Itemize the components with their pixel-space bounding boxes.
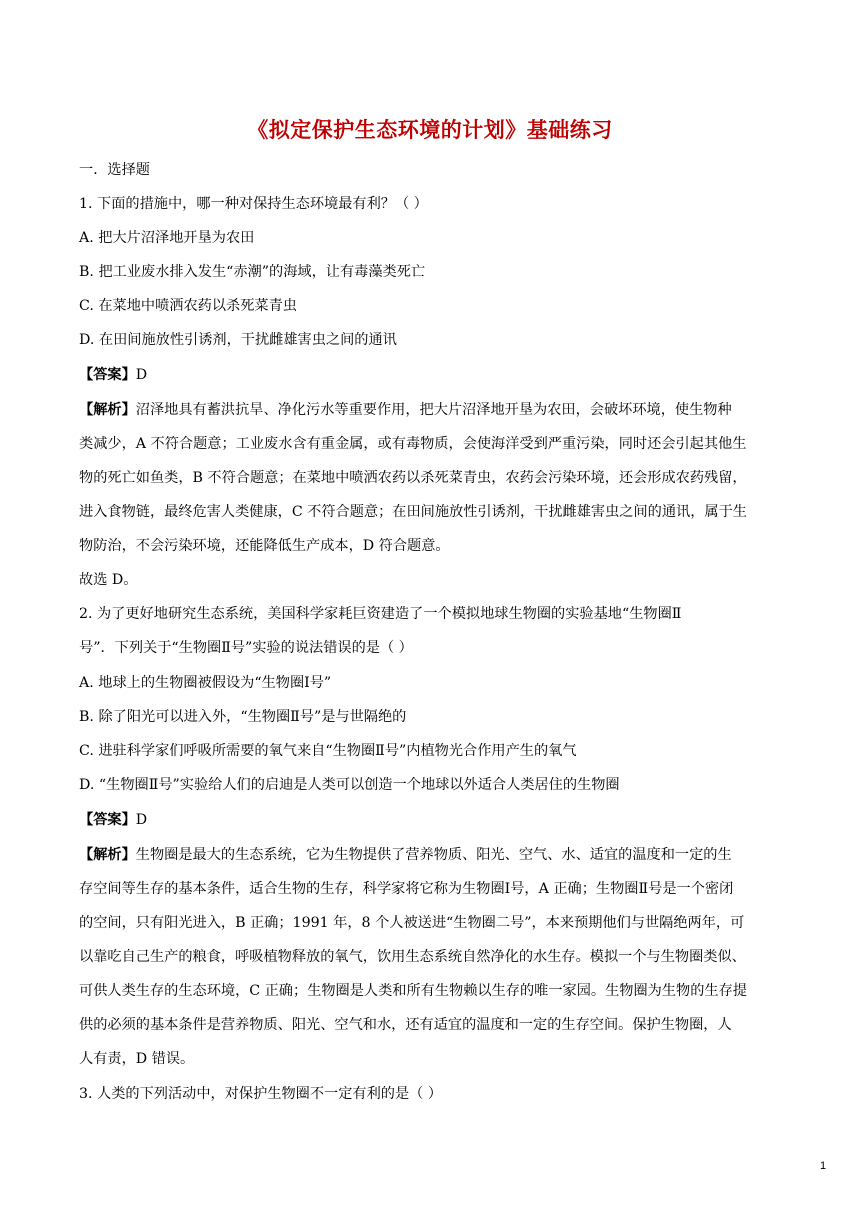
section-heading: 一．选择题 bbox=[79, 162, 150, 178]
question-1-stem: 1. 下面的措施中，哪一种对保持生态环境最有利？（ ） bbox=[79, 196, 428, 212]
answer-tag: 【答案】 bbox=[79, 367, 136, 383]
page-number: 1 bbox=[820, 1160, 827, 1172]
answer-value: D bbox=[135, 367, 148, 383]
question-1-analysis-line: 类减少，A 不符合题意；工业废水含有重金属，或有毒物质，会使海洋受到严重污染，同时还会引起其他生 bbox=[79, 436, 747, 452]
document-title: 《拟定保护生态环境的计划》基础练习 bbox=[247, 117, 613, 142]
question-2-option-a: A. 地球上的生物圈被假设为“生物圈Ⅰ号” bbox=[79, 675, 332, 691]
question-1-analysis-line: 物的死亡如鱼类，B 不符合题意；在菜地中喷洒农药以杀死菜青虫，农药会污染环境，还会形成农药残留， bbox=[79, 470, 747, 486]
analysis-text: 沼泽地具有蓄洪抗旱、净化污水等重要作用，把大片沼泽地开垦为农田，会破坏环境，使生物种 bbox=[135, 402, 732, 418]
question-2-option-d: D. “生物圈Ⅱ号”实验给人们的启迪是人类可以创造一个地球以外适合人类居住的生物圈 bbox=[79, 777, 620, 793]
question-2-answer bbox=[79, 810, 147, 830]
question-1-answer bbox=[79, 365, 147, 385]
analysis-text: 生物圈是最大的生态系统，它为生物提供了营养物质、阳光、空气、水、适宜的温度和一定的生 bbox=[135, 847, 732, 863]
question-2-option-b: B. 除了阳光可以进入外，“生物圈Ⅱ号”是与世隔绝的 bbox=[79, 709, 407, 725]
analysis-tag: 【解析】 bbox=[79, 402, 136, 418]
question-1-analysis-line: 进入食物链，最终危害人类健康，C 不符合题意；在田间施放性引诱剂，干扰雌雄害虫之间的通讯，属于生 bbox=[79, 504, 747, 520]
question-1-analysis-line: 物防治，不会污染环境，还能降低生产成本，D 符合题意。 bbox=[79, 538, 450, 554]
question-2-analysis-line: 以靠吃自己生产的粮食，呼吸植物释放的氧气，饮用生态系统自然净化的水生存。模拟一个与生物圈类似、 bbox=[79, 949, 746, 965]
question-3-stem: 3. 人类的下列活动中，对保护生物圈不一定有利的是（ ） bbox=[79, 1086, 443, 1102]
question-2-analysis-line: 可供人类生存的生态环境，C 正确；生物圈是人类和所有生物赖以生存的唯一家园。生物圈为生物的生存提 bbox=[79, 983, 747, 999]
question-1-option-b: B. 把工业废水排入发生“赤潮”的海域，让有毒藻类死亡 bbox=[79, 264, 426, 280]
question-1-conclusion: 故选 D。 bbox=[79, 572, 138, 588]
question-2-stem: 2. 为了更好地研究生态系统，美国科学家耗巨资建造了一个模拟地球生物圈的实验基地“生物圈Ⅱ bbox=[79, 606, 682, 622]
question-2-analysis-line: 存空间等生存的基本条件，适合生物的生存，科学家将它称为生物圈Ⅰ号，A 正确；生物圈Ⅱ号是一个密闭 bbox=[79, 881, 734, 897]
answer-tag: 【答案】 bbox=[79, 812, 136, 828]
analysis-tag: 【解析】 bbox=[79, 847, 136, 863]
question-1-option-d: D. 在田间施放性引诱剂，干扰雌雄害虫之间的通讯 bbox=[79, 332, 397, 348]
question-2-stem: 号”．下列关于“生物圈Ⅱ号”实验的说法错误的是（ ） bbox=[79, 640, 413, 656]
question-1-option-a: A. 把大片沼泽地开垦为农田 bbox=[79, 230, 255, 246]
question-1-option-c: C. 在菜地中喷洒农药以杀死菜青虫 bbox=[79, 298, 297, 314]
question-2-analysis-line: 的空间，只有阳光进入，B 正确；1991 年，8 个人被送进“生物圈二号”，本来预期他们与世隔绝两年，可 bbox=[79, 915, 745, 931]
question-2-analysis-line bbox=[79, 845, 732, 865]
question-1-analysis-line bbox=[79, 400, 732, 420]
question-2-option-c: C. 进驻科学家们呼吸所需要的氧气来自“生物圈Ⅱ号”内植物光合作用产生的氧气 bbox=[79, 743, 577, 759]
question-2-analysis-line: 人有责，D 错误。 bbox=[79, 1051, 195, 1067]
answer-value: D bbox=[135, 812, 148, 828]
question-2-analysis-line: 供的必须的基本条件是营养物质、阳光、空气和水，还有适宜的温度和一定的生存空间。保护生物圈，人 bbox=[79, 1017, 732, 1033]
